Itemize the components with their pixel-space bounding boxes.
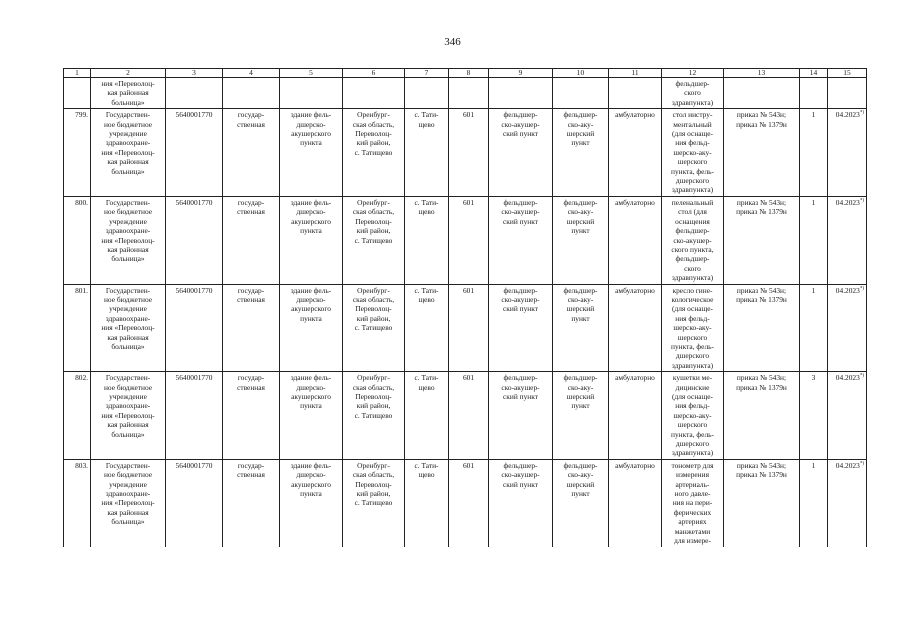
locality: с. Тати- щево (405, 196, 449, 284)
column-number: 1 (64, 69, 91, 78)
quantity: 1 (800, 459, 828, 546)
footnote-mark: *) (859, 373, 864, 379)
inn: 5640001770 (166, 372, 223, 460)
footnote-mark: *) (859, 198, 864, 204)
org-name-continued: ния «Переволоц- кая районная больница» (91, 78, 166, 109)
column-number: 14 (800, 69, 828, 78)
subunit-name: фельдшер- ско-аку- шерский пункт (553, 196, 609, 284)
care-form: амбулаторно (609, 284, 662, 372)
address: Оренбург- ская область, Переволоц- кий район, с. Татищево (343, 196, 405, 284)
column-number: 3 (166, 69, 223, 78)
regulation-order: приказ № 543н; приказ № 1379н (724, 196, 800, 284)
inn: 5640001770 (166, 109, 223, 197)
column-number: 11 (609, 69, 662, 78)
ownership-form: государ- ственная (223, 284, 280, 372)
organization-name: Государствен- ное бюджетное учреждение здравоохране- ния «Переволоц- кая районная больница» (91, 459, 166, 546)
locality: с. Тати- щево (405, 459, 449, 546)
deadline (828, 372, 867, 460)
column-number: 5 (280, 69, 343, 78)
column-number: 4 (223, 69, 280, 78)
deadline-date: 04.2023 (835, 285, 860, 295)
column-number: 9 (489, 69, 553, 78)
unit-name: фельдшер- ско-акушер- ский пункт (489, 284, 553, 372)
address: Оренбург- ская область, Переволоц- кий район, с. Татищево (343, 109, 405, 197)
building-type: здание фель- дшерско- акушерского пункта (280, 284, 343, 372)
code: 601 (449, 372, 489, 460)
care-form: амбулаторно (609, 372, 662, 460)
column-number: 8 (449, 69, 489, 78)
column-number: 7 (405, 69, 449, 78)
column-number-row (64, 69, 867, 78)
column-number: 13 (724, 69, 800, 78)
table-row (64, 372, 867, 460)
ownership-form: государ- ственная (223, 372, 280, 460)
care-form: амбулаторно (609, 459, 662, 546)
column-number: 2 (91, 69, 166, 78)
address: Оренбург- ская область, Переволоц- кий район, с. Татищево (343, 372, 405, 460)
row-number: 803. (64, 459, 91, 546)
registry-table (63, 68, 867, 547)
organization-name: Государствен- ное бюджетное учреждение здравоохране- ния «Переволоц- кая районная больница» (91, 372, 166, 460)
quantity: 1 (800, 109, 828, 197)
deadline (828, 196, 867, 284)
building-type: здание фель- дшерско- акушерского пункта (280, 109, 343, 197)
code: 601 (449, 284, 489, 372)
care-form: амбулаторно (609, 196, 662, 284)
deadline (828, 459, 867, 546)
subunit-name: фельдшер- ско-аку- шерский пункт (553, 284, 609, 372)
unit-name: фельдшер- ско-акушер- ский пункт (489, 109, 553, 197)
column-number: 15 (828, 69, 867, 78)
inn: 5640001770 (166, 459, 223, 546)
page-number: 346 (444, 36, 461, 48)
regulation-order: приказ № 543н; приказ № 1379н (724, 284, 800, 372)
ownership-form: государ- ственная (223, 459, 280, 546)
equipment-name: пеленальный стол (для оснащения фельдшер- ско-акушер- ского пункта, фельдшер- ского здравпункта) (662, 196, 724, 284)
table-row (64, 109, 867, 197)
building-type: здание фель- дшерско- акушерского пункта (280, 196, 343, 284)
locality: с. Тати- щево (405, 284, 449, 372)
inn: 5640001770 (166, 196, 223, 284)
address: Оренбург- ская область, Переволоц- кий район, с. Татищево (343, 459, 405, 546)
locality: с. Тати- щево (405, 372, 449, 460)
deadline-date: 04.2023 (835, 373, 860, 383)
deadline (828, 109, 867, 197)
subunit-name: фельдшер- ско-аку- шерский пункт (553, 372, 609, 460)
ownership-form: государ- ственная (223, 196, 280, 284)
table-row (64, 196, 867, 284)
organization-name: Государствен- ное бюджетное учреждение здравоохране- ния «Переволоц- кая районная больница» (91, 284, 166, 372)
building-type: здание фель- дшерско- акушерского пункта (280, 459, 343, 546)
regulation-order: приказ № 543н; приказ № 1379н (724, 109, 800, 197)
equipment-name: тонометр для измерения артериаль- ного давле- ния на пери- ферических артериях манжетами для измере- (662, 459, 724, 546)
inn: 5640001770 (166, 284, 223, 372)
building-type: здание фель- дшерско- акушерского пункта (280, 372, 343, 460)
quantity: 3 (800, 372, 828, 460)
deadline-date: 04.2023 (835, 460, 860, 470)
column-number: 10 (553, 69, 609, 78)
code: 601 (449, 109, 489, 197)
row-number: 801. (64, 284, 91, 372)
unit-name: фельдшер- ско-акушер- ский пункт (489, 459, 553, 546)
column-number: 6 (343, 69, 405, 78)
locality: с. Тати- щево (405, 109, 449, 197)
table-row (64, 284, 867, 372)
regulation-order: приказ № 543н; приказ № 1379н (724, 459, 800, 546)
record-rows (64, 109, 867, 547)
deadline-date: 04.2023 (835, 197, 860, 207)
equipment-name: кресло гине- кологическое (для оснаще- ния фельд- шерско-аку- шерского пункта, фель- дшерского здравпункта) (662, 284, 724, 372)
footnote-mark: *) (859, 461, 864, 467)
equipment-name: стол инстру- ментальный (для оснаще- ния фельд- шерско-аку- шерского пункта, фель- дшерского здравпункта) (662, 109, 724, 197)
deadline-date: 04.2023 (835, 110, 860, 120)
footnote-mark: *) (859, 110, 864, 116)
care-form: амбулаторно (609, 109, 662, 197)
unit-name: фельдшер- ско-акушер- ский пункт (489, 196, 553, 284)
organization-name: Государствен- ное бюджетное учреждение здравоохране- ния «Переволоц- кая районная больница» (91, 196, 166, 284)
equipment-name: кушетки ме- дицинские (для оснаще- ния фельд- шерско-аку- шерского пункта, фель- дшерского здравпункта) (662, 372, 724, 460)
ownership-form: государ- ственная (223, 109, 280, 197)
row-number: 800. (64, 196, 91, 284)
code: 601 (449, 459, 489, 546)
continuation-row (64, 78, 867, 109)
equipment-name-continued: фельдшер- ского здравпункта) (662, 78, 724, 109)
unit-name: фельдшер- ско-акушер- ский пункт (489, 372, 553, 460)
subunit-name: фельдшер- ско-аку- шерский пункт (553, 109, 609, 197)
deadline (828, 284, 867, 372)
regulation-order: приказ № 543н; приказ № 1379н (724, 372, 800, 460)
address: Оренбург- ская область, Переволоц- кий район, с. Татищево (343, 284, 405, 372)
quantity: 1 (800, 196, 828, 284)
footnote-mark: *) (859, 286, 864, 292)
subunit-name: фельдшер- ско-аку- шерский пункт (553, 459, 609, 546)
organization-name: Государствен- ное бюджетное учреждение здравоохране- ния «Переволоц- кая районная больница» (91, 109, 166, 197)
row-number: 799. (64, 109, 91, 197)
row-number: 802. (64, 372, 91, 460)
code: 601 (449, 196, 489, 284)
table-row (64, 459, 867, 546)
column-number: 12 (662, 69, 724, 78)
quantity: 1 (800, 284, 828, 372)
